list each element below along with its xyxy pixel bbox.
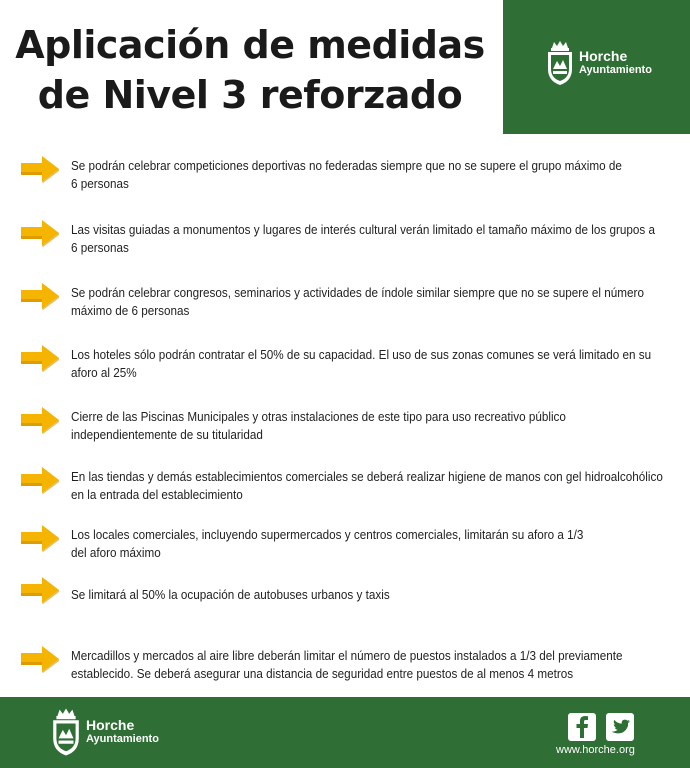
list-item-line-1: En las tiendas y demás establecimientos comerciales se deberá realizar higiene de manos con gel hidroalcohólico: [71, 469, 663, 484]
arrow-right-icon: [20, 466, 60, 494]
list-item-text: [71, 468, 683, 504]
list-item-line-1: Se limitará al 50% la ocupación de autobuses urbanos y taxis: [71, 587, 390, 602]
list-item-text: [71, 284, 683, 320]
twitter-glyph: [610, 719, 630, 736]
list-item-text: [71, 408, 683, 444]
list-item-line-2: establecido. Se deberá asegurar una distancia de seguridad entre puestos de al menos 4 metros: [71, 666, 574, 681]
arrow-right-icon: [20, 282, 60, 310]
list-item-line-1: Los hoteles sólo podrán contratar el 50% de su capacidad. El uso de sus zonas comunes se verá limitado en su: [71, 347, 652, 362]
list-item-line-1: Se podrán celebrar congresos, seminarios y actividades de índole similar siempre que no se supere el número: [71, 285, 644, 300]
footer-horche-logo[interactable]: [50, 706, 159, 758]
list-item-line-1: Las visitas guiadas a monumentos y lugares de interés cultural verán limitado el tamaño máximo de los grupos a: [71, 222, 656, 237]
arrow-right-icon: [20, 344, 60, 372]
arrow-right-icon: [20, 524, 60, 552]
arrow-right-icon: [20, 406, 60, 434]
list-item-line-1: Los locales comerciales, incluyendo supermercados y centros comerciales, limitarán su aforo a 1/3: [71, 527, 584, 542]
page-title: [0, 20, 500, 120]
footer: [0, 697, 690, 768]
logo-name: Horche: [579, 48, 628, 64]
footer-logo-name: Horche: [86, 717, 135, 733]
list-item-text: [71, 586, 683, 604]
title-line-2: de Nivel 3 reforzado: [37, 73, 463, 117]
arrow-right-icon: [20, 219, 60, 247]
list-item-text: [71, 526, 683, 562]
crest-icon: [545, 39, 575, 87]
website-link[interactable]: www.horche.org: [556, 744, 635, 756]
horche-logo[interactable]: [545, 39, 652, 87]
arrow-right-icon: [20, 155, 60, 183]
list-item-text: [71, 647, 683, 683]
list-item-line-2: 6 personas: [71, 240, 129, 255]
twitter-icon[interactable]: [606, 713, 634, 741]
footer-logo-subtitle: Ayuntamiento: [86, 733, 159, 745]
list-item-line-1: Se podrán celebrar competiciones deportivas no federadas siempre que no se supere el grupo máximo de: [71, 158, 622, 173]
list-item-line-2: aforo al 25%: [71, 365, 137, 380]
facebook-icon[interactable]: [568, 713, 596, 741]
list-item-text: [71, 346, 683, 382]
list-item-line-1: Mercadillos y mercados al aire libre deberán limitar el número de puestos instalados a 1/3 del previamente: [71, 648, 623, 663]
list-item-line-2: máximo de 6 personas: [71, 303, 190, 318]
header: [0, 0, 690, 134]
facebook-glyph: [575, 716, 589, 738]
arrow-right-icon: [20, 645, 60, 673]
list-item-text: [71, 157, 683, 193]
crest-icon: [50, 706, 82, 758]
arrow-right-icon: [20, 576, 60, 604]
list-item-line-1: Cierre de las Piscinas Municipales y otras instalaciones de este tipo para uso recreativo público: [71, 409, 566, 424]
list-item-line-2: independientemente de su titularidad: [71, 427, 263, 442]
header-logo-panel: [503, 0, 690, 134]
list-item-line-2: del aforo máximo: [71, 545, 161, 560]
list-item-text: [71, 221, 683, 257]
title-line-1: Aplicación de medidas: [15, 23, 485, 67]
social-links: [568, 713, 634, 741]
logo-subtitle: Ayuntamiento: [579, 64, 652, 76]
list-item-line-2: en la entrada del establecimiento: [71, 487, 243, 502]
list-item-line-2: 6 personas: [71, 176, 129, 191]
